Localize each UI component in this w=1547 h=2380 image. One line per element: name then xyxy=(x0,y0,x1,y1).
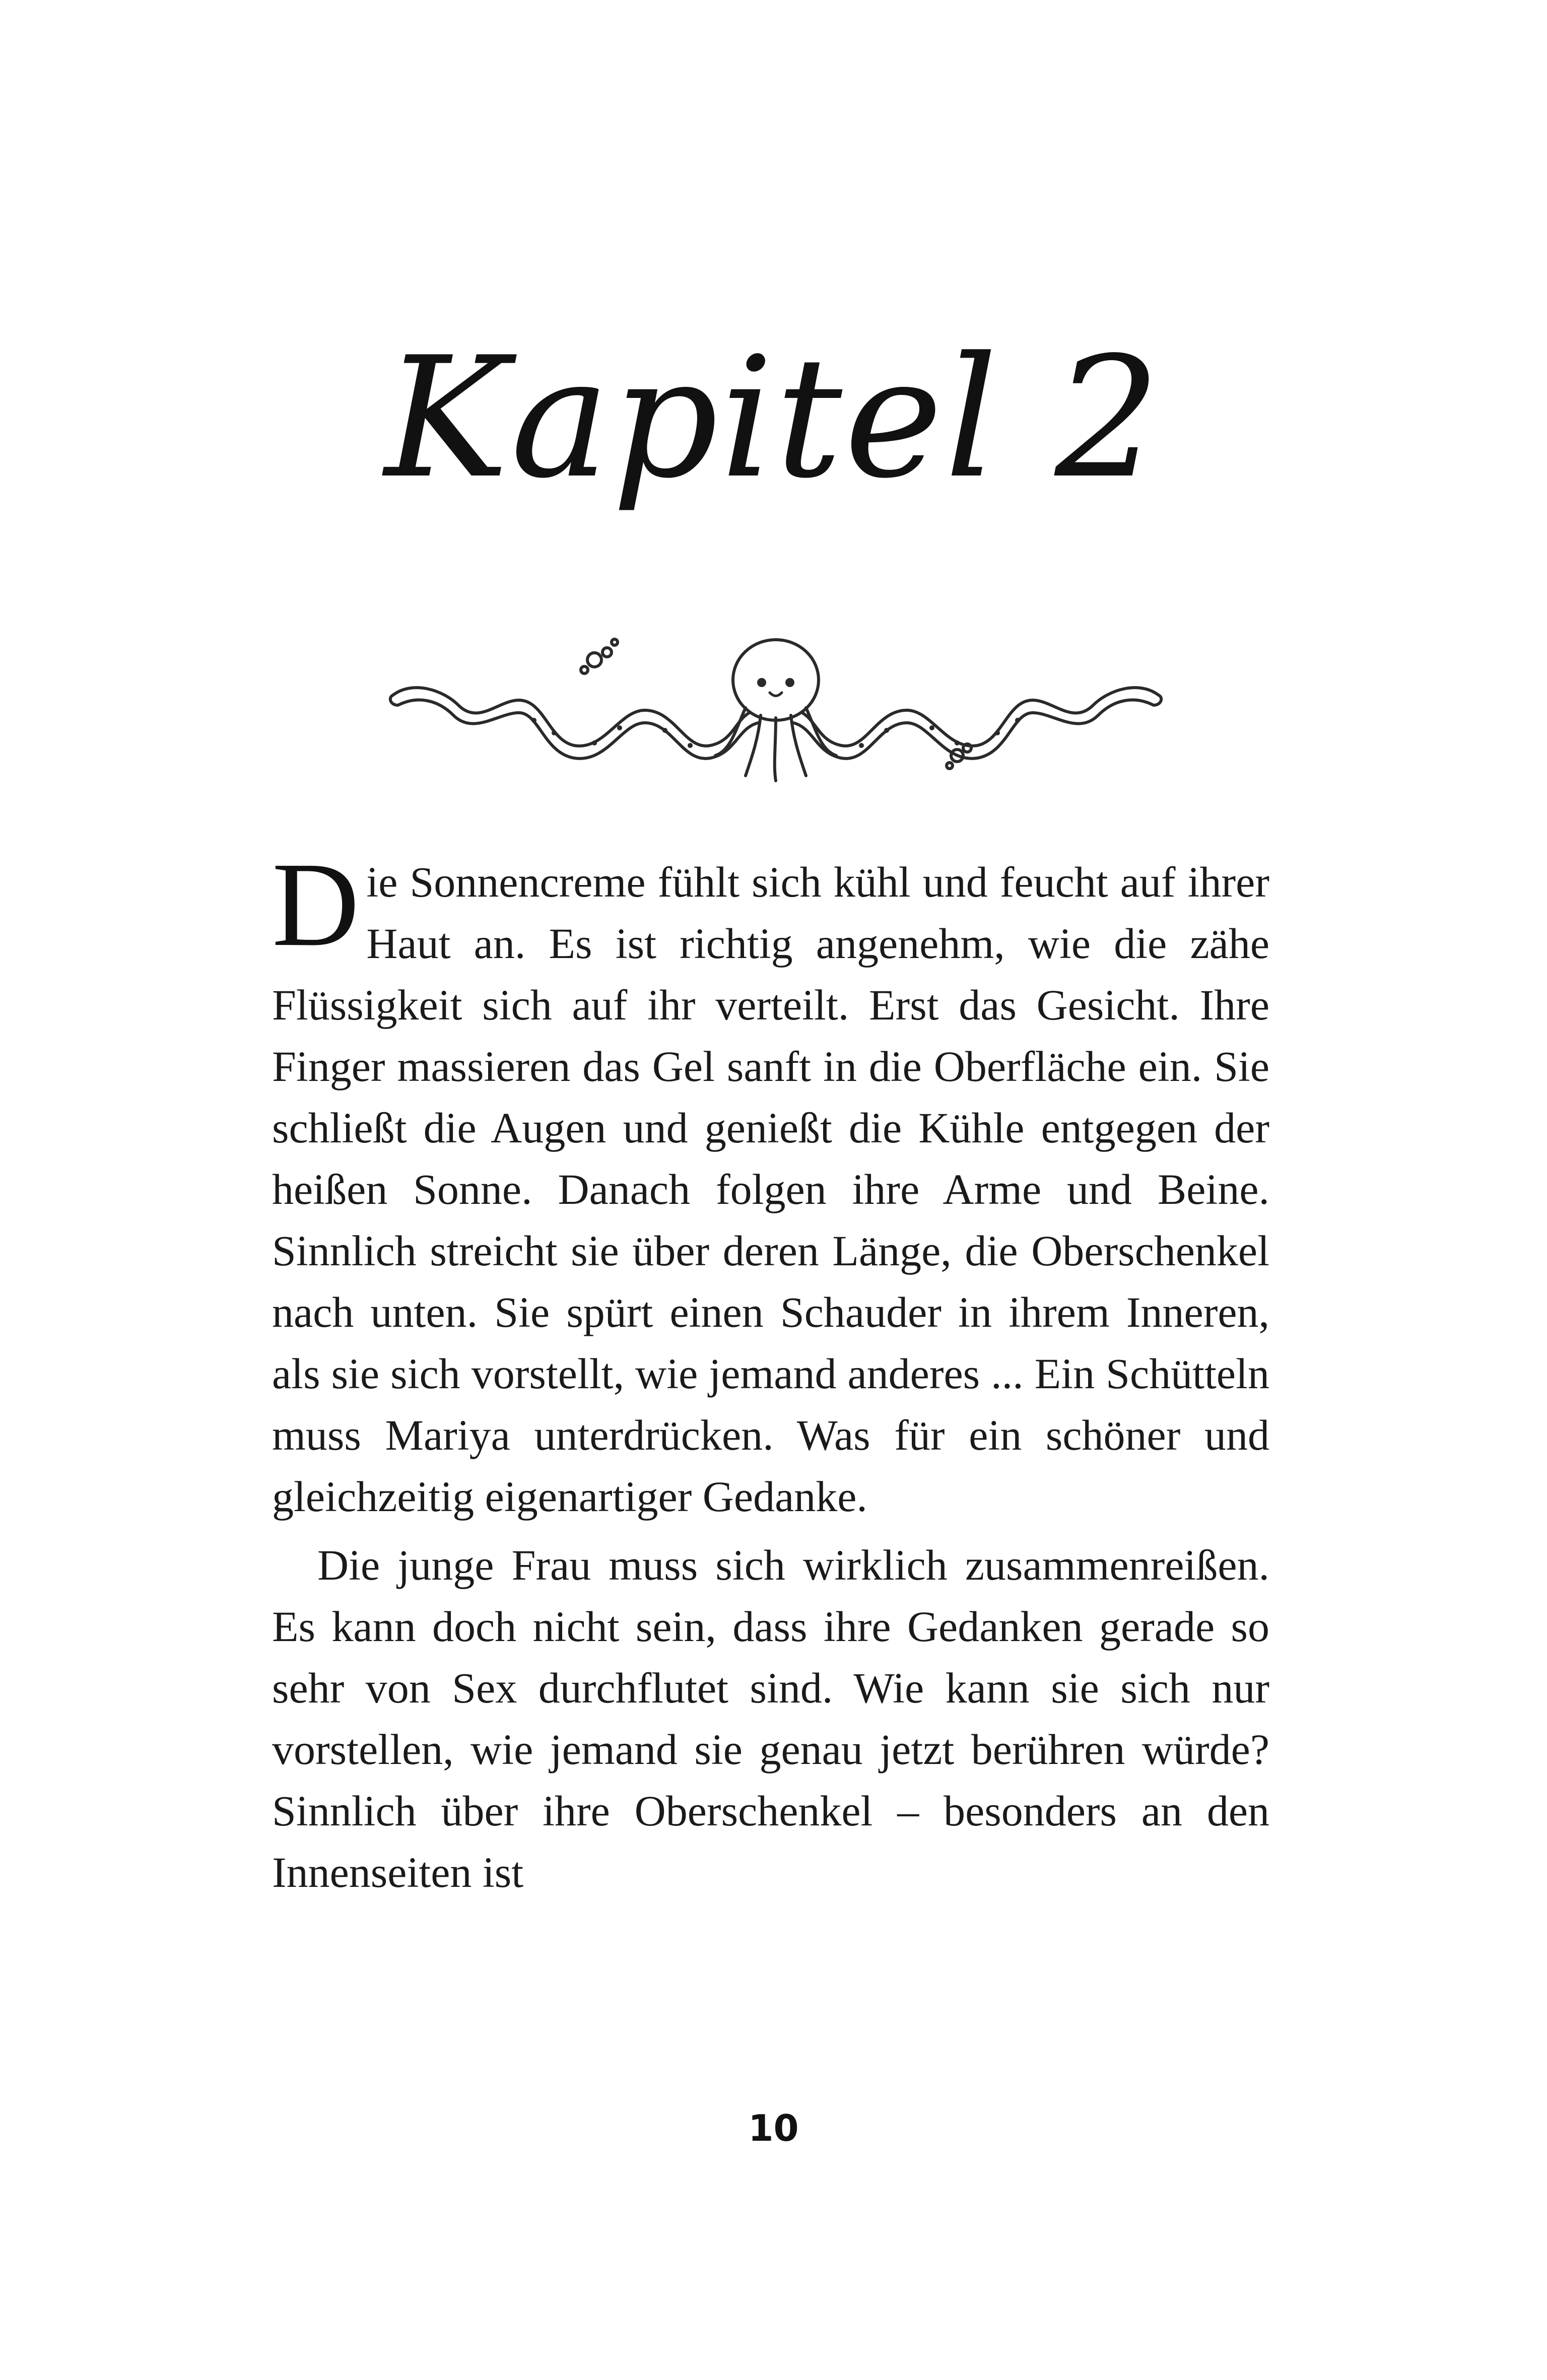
drop-cap: D xyxy=(272,837,360,971)
paragraph: Die junge Frau muss sich wirklich zusammenreißen. Es kann doch nicht sein, dass ihre Gedanken gerade so sehr von Sex durchflutet sind. Wie kann sie sich nur vorstellen, wie jemand sie genau jetzt berühren würde? Sinnlich über ihre Oberschenkel – besonders an den Innenseiten ist xyxy=(272,1541,1269,1896)
octopus-icon xyxy=(383,625,1169,796)
paragraph xyxy=(272,837,1269,1527)
page-number: 10 xyxy=(748,2107,799,2149)
chapter-title: Kapitel 2 xyxy=(384,321,1163,515)
chapter-body xyxy=(272,837,1269,1903)
paragraph-text: ie Sonnencreme fühlt sich kühl und feucht auf ihrer Haut an. Es ist richtig angenehm, wie die zähe Flüssigkeit sich auf ihr verteilt. Erst das Gesicht. Ihre Finger massieren das Gel sanft in die Oberfläche ein. Sie schließt die Augen und genießt die Kühle entgegen der heißen Sonne. Danach folgen ihre Arme und Beine. Sinnlich streicht sie über deren Länge, die Oberschenkel nach unten. Sie spürt einen Schauder in ihrem Inneren, als sie sich vorstellt, wie jemand anderes ... Ein Schütteln muss Mariya unterdrücken. Was für ein schöner und gleichzeitig eigenartiger Gedanke. xyxy=(272,858,1269,1521)
